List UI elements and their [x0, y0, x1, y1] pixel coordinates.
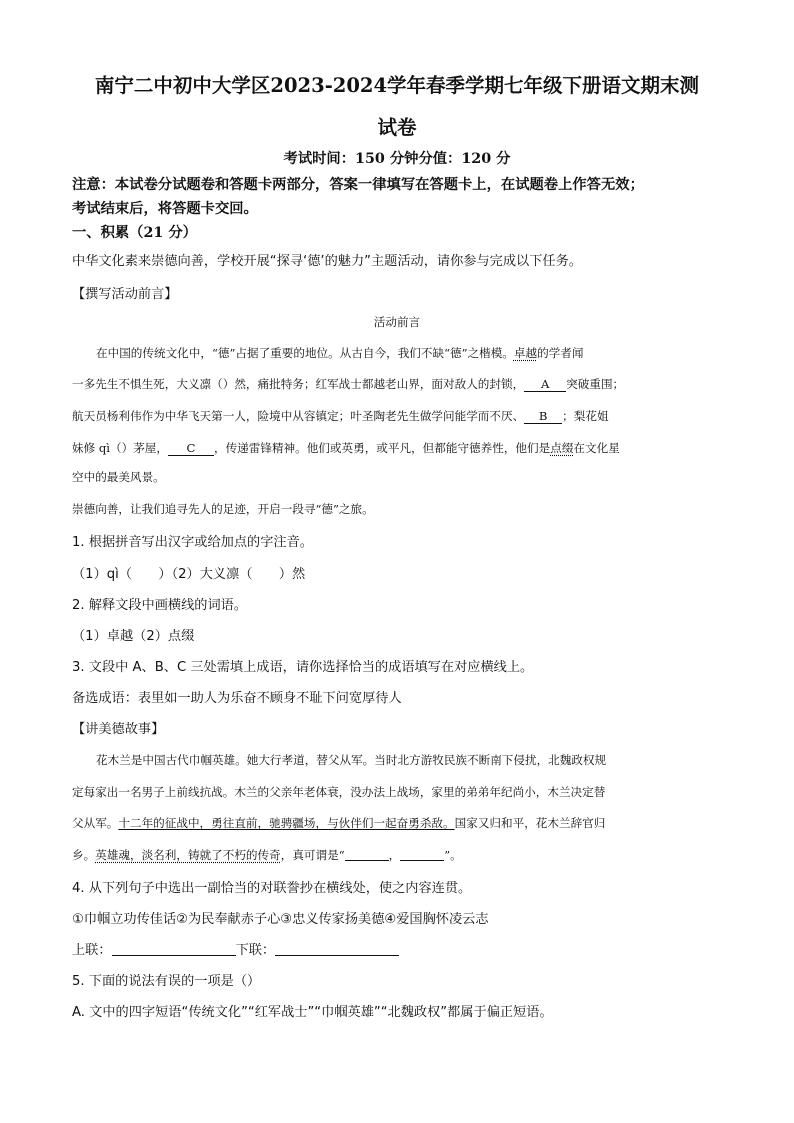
question-4: 4. 从下列句子中选出一副恰当的对联誊抄在横线处，使之内容连贯。 — [72, 881, 472, 896]
story-text: 父从军。 — [72, 816, 119, 830]
exam-title-line2: 试卷 — [377, 116, 417, 139]
preface-text: ，传递雷锋精神。他们或英勇，或平凡，但都能守德养性，他们是 — [213, 441, 551, 455]
question-4-answer-lines — [72, 939, 399, 958]
preface-line6: 崇德向善，让我们追寻先人的足迹，开启一段寻“德”之旅。 — [72, 502, 374, 516]
story-line2: 定每家出一名男子上前线抗战。木兰的父亲年老体衰，没办法上战场，家里的弟弟年纪尚小，木兰决定替 — [72, 785, 606, 799]
upper-couplet-input[interactable] — [112, 941, 236, 956]
lower-couplet-label: 下联： — [235, 943, 276, 958]
story-text: ”。 — [444, 848, 462, 862]
notice-line1: 注意：本试卷分试题卷和答题卡两部分，答案一律填写在答题卡上，在试题卷上作答无效； — [72, 177, 644, 193]
preface-text: 在文化星 — [573, 441, 620, 455]
preface-text: 在中国的传统文化中，“德”占据了重要的地位。从古自今，我们不缺“德”之楷模。 — [96, 346, 514, 360]
preface-text: 一多先生不惧生死，大义凛（）然，痛批特务；红军战士都越老山界，面对敌人的封锁， — [72, 377, 525, 391]
underlined-sentence: 十二年的征战中，勇往直前，驰骋疆场，与伙伴们一起奋勇杀敌。 — [118, 816, 455, 830]
question-3: 3. 文段中 A、B、C 三处需填上成语，请你选择恰当的成语填写在对应横线上。 — [72, 660, 534, 675]
story-line3 — [72, 815, 605, 831]
couplet-blank-lower[interactable] — [400, 846, 444, 861]
story-line1: 花木兰是中国古代巾帼英雄。她大行孝道，替父从军。当时北方游牧民族不断南下侵扰，北魏政权规 — [96, 753, 607, 767]
preface-text: 突破重围； — [566, 377, 625, 391]
question-2-sub: （1）卓越（2）点缀 — [72, 629, 195, 644]
preface-title: 活动前言 — [373, 315, 421, 329]
preface-line1 — [96, 345, 584, 361]
blank-c[interactable]: C — [168, 441, 214, 456]
preface-line3 — [72, 408, 609, 424]
couplet-blank-upper[interactable] — [345, 846, 389, 861]
preface-text: ；梨花姐 — [562, 409, 609, 423]
question-5-option-a: A. 文中的四字短语“传统文化”“红军战士”“巾帼英雄”“北魏政权”都属于偏正短语。 — [72, 1005, 553, 1020]
preface-line5: 空中的最美风景。 — [72, 470, 165, 484]
preface-line2 — [72, 376, 624, 392]
dotted-sentence: 英雄魂，淡名利，铸就了不朽的传奇 — [95, 848, 281, 862]
task-heading-preface: 【撰写活动前言】 — [72, 287, 178, 302]
task-heading-story: 【讲美德故事】 — [72, 722, 165, 737]
story-text: ， — [388, 848, 401, 862]
question-4-options: ①巾帼立功传佳话②为民奉献赤子心③忠义传家扬美德④爱国胸怀凌云志 — [72, 912, 489, 927]
question-5: 5. 下面的说法有误的一项是（） — [72, 974, 261, 989]
dotted-word-dianzhui: 点缀 — [550, 441, 574, 455]
exam-title-line1: 南宁二中初中大学区2023-2024学年春季学期七年级下册语文期末测 — [94, 74, 700, 97]
question-1: 1. 根据拼音写出汉字或给加点的字注音。 — [72, 535, 313, 550]
blank-a[interactable]: A — [524, 377, 566, 392]
preface-text: 航天员杨利伟作为中华飞天第一人，险境中从容镇定；叶圣陶老先生做学问能学而不厌、 — [72, 409, 525, 423]
story-text: ，真可谓是“ — [280, 848, 345, 862]
preface-text: 妹修 qì（）茅屋， — [72, 441, 168, 455]
question-1-sub: （1）qì（ ）（2）大义凛（ ）然 — [72, 567, 306, 582]
upper-couplet-label: 上联： — [72, 943, 112, 958]
notice-line2: 考试结束后，将答题卡交回。 — [72, 201, 258, 217]
story-text: 乡。 — [72, 848, 96, 862]
exam-info: 考试时间：150 分钟分值：120 分 — [283, 151, 511, 167]
question-2: 2. 解释文段中画横线的词语。 — [72, 598, 248, 613]
question-3-options: 备选成语：表里如一助人为乐奋不顾身不耻下问宽厚待人 — [72, 691, 402, 706]
section-heading: 一、积累（21 分） — [72, 225, 197, 241]
story-text: 国家又归和平，花木兰辞官归 — [454, 816, 606, 830]
lower-couplet-input[interactable] — [275, 941, 399, 956]
dotted-word-zhuoyue: 卓越 — [513, 346, 538, 360]
preface-text: 的学者闻 — [537, 346, 584, 360]
section-intro: 中华文化素来崇德向善，学校开展“探寻‘德’的魅力”主题活动，请你参与完成以下任务。 — [72, 254, 582, 269]
blank-b[interactable]: B — [524, 409, 562, 424]
preface-line4 — [72, 440, 620, 456]
story-line4 — [72, 846, 462, 863]
